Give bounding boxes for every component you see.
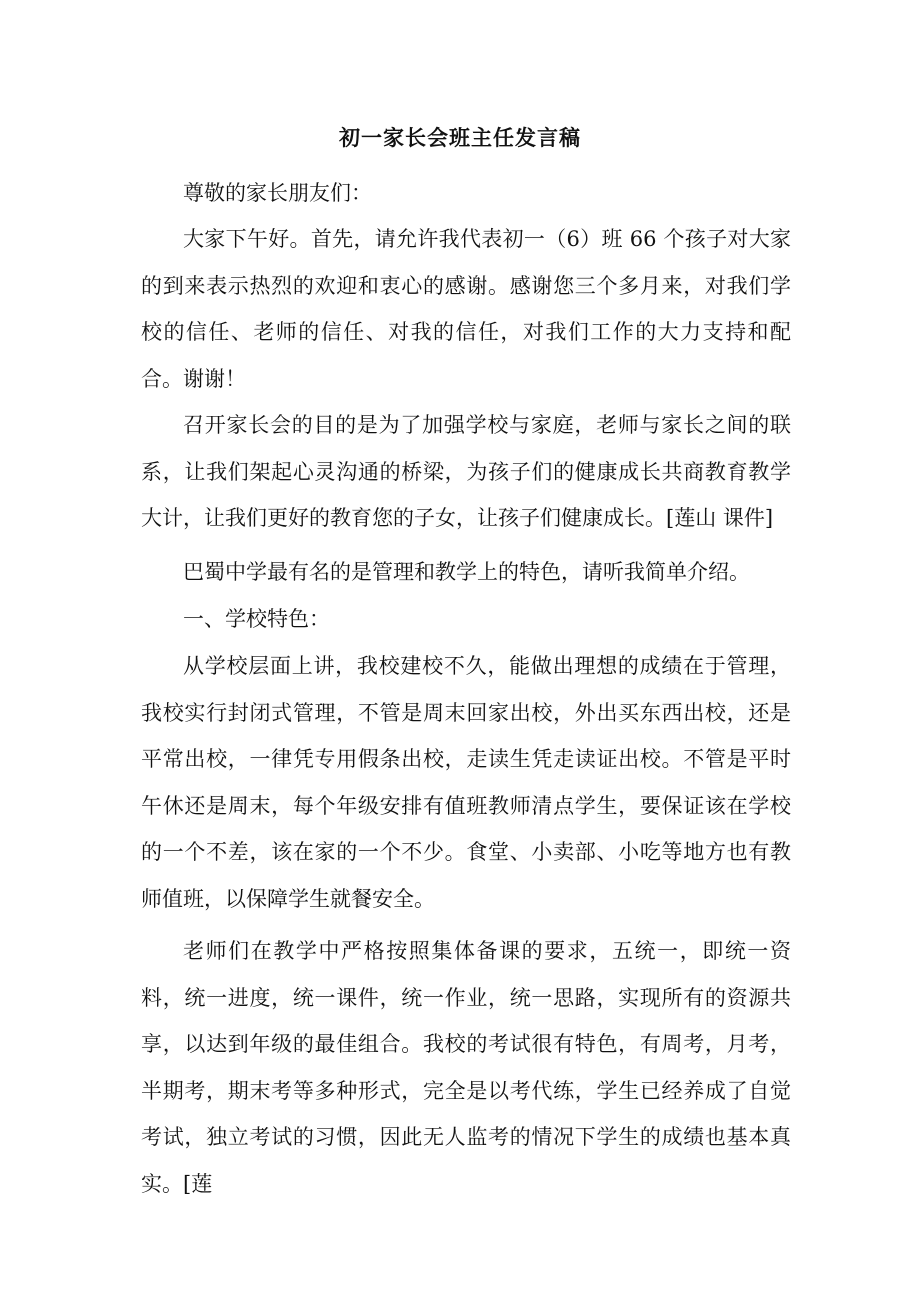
paragraph-purpose: 召开家长会的目的是为了加强学校与家庭，老师与家长之间的联系，让我们架起心灵沟通的桥梁，为孩子们的健康成长共商教育教学大计，让我们更好的教育您的子女，让孩子们健康成长。[莲山 课件]	[141, 413, 791, 530]
paragraph-section-heading: 一、学校特色：	[183, 607, 330, 631]
paragraph-teaching: 老师们在教学中严格按照集体备课的要求，五统一，即统一资料，统一进度，统一课件，统一作业，统一思路，实现所有的资源共享，以达到年级的最佳组合。我校的考试很有特色，有周考，月考，半期考，期末考等多种形式，完全是以考代练，学生已经养成了自觉考试，独立考试的习惯，因此无人监考的情况下学生的成绩也基本真实。[莲	[141, 939, 791, 1196]
document-title: 初一家长会班主任发言稿	[339, 125, 581, 150]
paragraph-greeting: 尊敬的家长朋友们：	[183, 181, 372, 205]
paragraph-welcome: 大家下午好。首先，请允许我代表初一（6）班 66 个孩子对大家的到来表示热烈的欢迎和衷心的感谢。感谢您三个多月来，对我们学校的信任、老师的信任、对我的信任，对我们工作的大力支持和配合。谢谢！	[141, 227, 791, 391]
paragraph-intro: 巴蜀中学最有名的是管理和教学上的特色，请听我简单介绍。	[183, 560, 750, 584]
paragraph-management: 从学校层面上讲，我校建校不久，能做出理想的成绩在于管理，我校实行封闭式管理，不管是周末回家出校，外出买东西出校，还是平常出校，一律凭专用假条出校，走读生凭走读证出校。不管是平时午休还是周末，每个年级安排有值班教师清点学生，要保证该在学校的一个不差，该在家的一个不少。食堂、小卖部、小吃等地方也有教师值班，以保障学生就餐安全。	[141, 654, 791, 911]
